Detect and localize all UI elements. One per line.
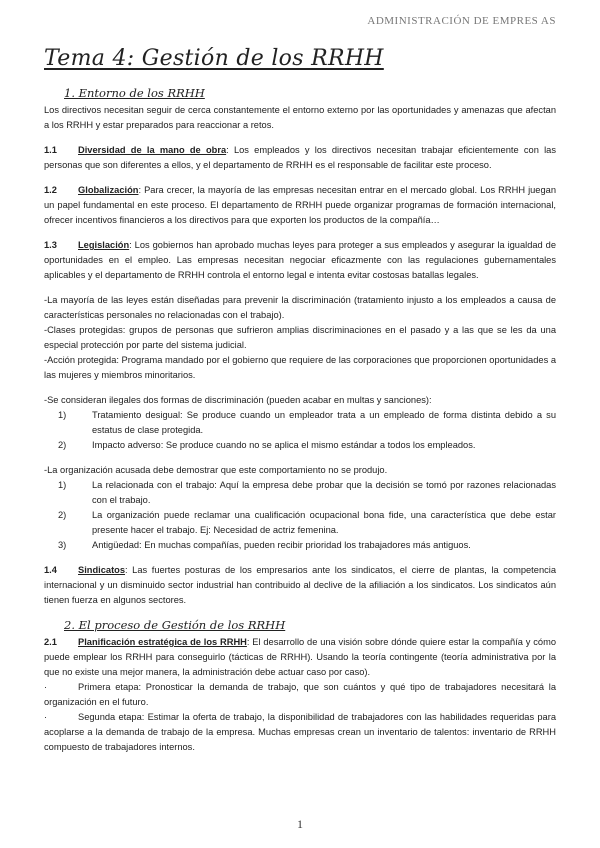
subsection-text: : Los empleados y los directivos necesitan trabajar eficientemente con las personas que son diferentes a ellos, y el departamento de RRHH es el responsable de facilitar este proceso.: [44, 145, 556, 170]
subsection-1-1: [44, 143, 556, 173]
list-item: [44, 508, 556, 538]
subsection-text: : Para crecer, la mayoría de las empresas necesitan entrar en el mercado global. Los RRHH juegan un papel fundamental en este proceso. El departamento de RRHH puede organizar programas de formación internacional, ofrecer incentivos financieros a los directivos para que exporten los productos de la compañía…: [44, 185, 556, 225]
list-text: La relacionada con el trabajo: Aquí la empresa debe probar que la decisión se tomó por razones relacionadas con el trabajo.: [92, 480, 556, 505]
list-number: 3): [58, 540, 67, 550]
subsection-text: : Las fuertes posturas de los empresarios ante los sindicatos, el cierre de plantas, la competencia internacional y un disminuido sector industrial han contribuido al declive de la afiliación a los sindicatos. Los sindicatos aún tienen fuerza en algunos sectores.: [44, 565, 556, 605]
bullet-dot: ·: [44, 682, 48, 692]
subsection-2-1: [44, 635, 556, 680]
subsection-number: 2.1: [44, 637, 57, 647]
page-title: Tema 4: Gestión de los RRHH: [44, 46, 384, 71]
bullet-dot: ·: [44, 712, 48, 722]
page-header: ADMINISTRACIÓN DE EMPRES AS: [367, 15, 556, 27]
subsection-text: : El desarrollo de una visión sobre dónde quiere estar la compañía y cómo puede emplear los RRHH para conseguirlo (tácticas de RRHH). Usando la teoría contingente (teoría administrativa por la que no existe una mejor manera, la administración debe actuar caso por caso).: [44, 637, 556, 677]
paragraph-laws-2: -Clases protegidas: grupos de personas que sufrieron amplias discriminaciones en el pasado y a las que se les da una especial protección por parte del sistema judicial.: [44, 325, 556, 350]
list-number: 2): [58, 440, 67, 450]
list-item: [44, 408, 556, 438]
section-heading-1: 1. Entorno de los RRHH: [64, 86, 205, 100]
list-number: 2): [58, 510, 67, 520]
subsection-keyword: Legislación: [78, 240, 130, 250]
list-number: 1): [58, 480, 67, 490]
subsection-keyword: Diversidad de la mano de obra: [78, 145, 227, 155]
subsection-text: : Los gobiernos han aprobado muchas leyes para proteger a sus empleados y asegurar la igualdad de oportunidades en el empleo. Las empresas necesitan negociar eficazmente con las regulaciones gubernamentales aplicables y el departamento de RRHH controla el entorno legal e intenta evitar costosas batallas legales.: [44, 240, 556, 280]
section-intro: Los directivos necesitan seguir de cerca constantemente el entorno externo por las oportunidades y amenazas que afectan a los RRHH y estar preparados para reaccionar a retos.: [44, 105, 556, 130]
paragraph-defense-intro: -La organización acusada debe demostrar que este comportamiento no se produjo.: [44, 465, 388, 475]
subsection-keyword: Planificación estratégica de los RRHH: [78, 637, 247, 647]
paragraph-laws-1: -La mayoría de las leyes están diseñadas para prevenir la discriminación (tratamiento injusto a los empleados a causa de características personales no relacionadas con el trabajo).: [44, 295, 556, 320]
subsection-number: 1.4: [44, 565, 57, 575]
subsection-1-4: [44, 563, 556, 608]
subsection-1-3: [44, 238, 556, 283]
list-text: La organización puede reclamar una cualificación ocupacional bona fide, una característica que debe estar presente hacer el trabajo. Ej: Necesidad de actriz femenina.: [92, 510, 556, 535]
bullet-text: Primera etapa: Pronosticar la demanda de trabajo, que son cuántos y qué tipo de trabajadores necesitará la organización en el futuro.: [44, 682, 556, 707]
subsection-number: 1.1: [44, 145, 57, 155]
list-item: [44, 438, 556, 453]
list-item: [44, 478, 556, 508]
bullet-text: Segunda etapa: Estimar la oferta de trabajo, la disponibilidad de trabajadores con las habilidades requeridas para acoplarse a la demanda de trabajo de la empresa. Muchas empresas crean un inventario de talentos: inventario de RRHH compuesto de trabajadores internos.: [44, 712, 556, 752]
bullet-item: [44, 680, 556, 710]
list-number: 1): [58, 410, 67, 420]
section-heading-2: 2. El proceso de Gestión de los RRHH: [64, 618, 286, 632]
paragraph-laws-3: -Acción protegida: Programa mandado por el gobierno que requiere de las corporaciones que proporcionen oportunidades a las mujeres y miembros minoritarios.: [44, 355, 556, 380]
subsection-1-2: [44, 183, 556, 228]
subsection-keyword: Sindicatos: [78, 565, 126, 575]
list-item: [44, 538, 556, 553]
list-text: Antigüedad: En muchas compañías, pueden recibir prioridad los trabajadores más antiguos.: [92, 540, 471, 550]
subsection-number: 1.3: [44, 240, 57, 250]
document-body: [44, 86, 556, 755]
paragraph-illegal-intro: -Se consideran ilegales dos formas de discriminación (pueden acabar en multas y sanciones):: [44, 395, 432, 405]
subsection-number: 1.2: [44, 185, 57, 195]
page-number: 1: [297, 817, 303, 831]
bullet-item: [44, 710, 556, 755]
list-text: Impacto adverso: Se produce cuando no se aplica el mismo estándar a todos los empleados.: [92, 440, 476, 450]
subsection-keyword: Globalización: [78, 185, 139, 195]
list-text: Tratamiento desigual: Se produce cuando un empleador trata a un empleado de forma distinta debido a su estatus de clase protegida.: [92, 410, 556, 435]
